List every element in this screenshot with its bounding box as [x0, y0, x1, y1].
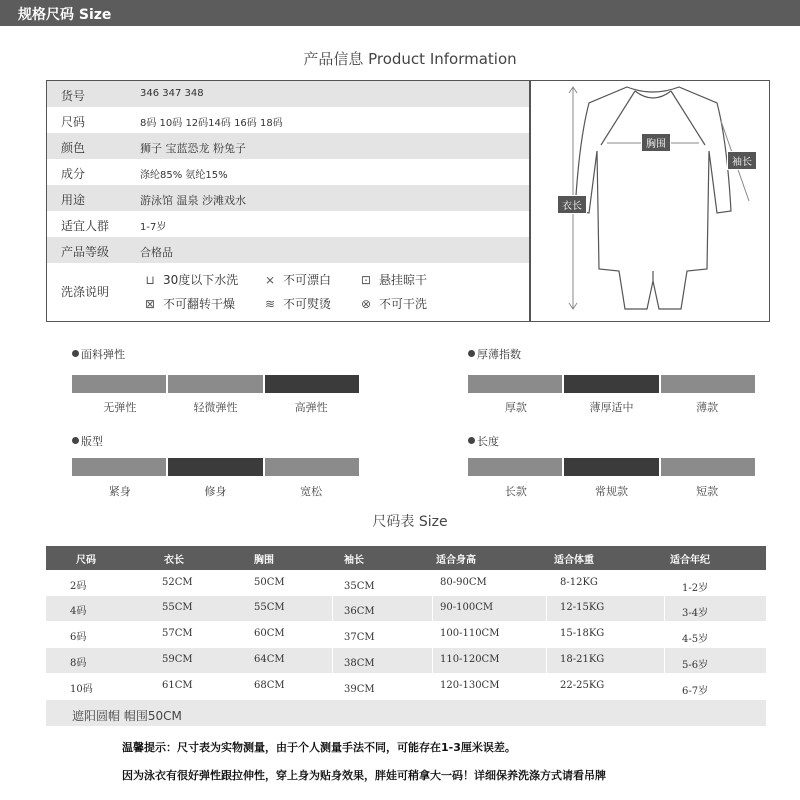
info-row-age-group — [47, 211, 529, 237]
bar-segment-selected — [564, 458, 658, 476]
table-cell: 4码 — [70, 606, 87, 617]
column-header: 适合年纪 — [670, 555, 710, 566]
wash-tub-icon: ⊔ — [145, 273, 155, 287]
table-row — [46, 571, 766, 596]
table-cell: 110-120CM — [440, 654, 500, 665]
care-text: 不可漂白 — [283, 273, 332, 287]
info-row-item-no — [47, 81, 529, 107]
table-cell: 50CM — [254, 577, 285, 588]
bar-segment — [72, 458, 166, 476]
info-label: 产品等级 — [61, 245, 110, 259]
table-cell: 55CM — [162, 602, 193, 613]
table-cell: 3-4岁 — [682, 608, 709, 619]
product-info-table — [46, 80, 530, 322]
property-options — [468, 399, 755, 415]
info-value: 涤纶85% 氨纶15% — [140, 170, 228, 181]
property-options — [72, 483, 359, 499]
property-elasticity — [72, 346, 359, 415]
header-title: 规格尺码 Size — [18, 7, 112, 23]
option-label: 常规款 — [595, 485, 628, 498]
info-label: 颜色 — [61, 141, 86, 155]
care-item — [359, 295, 427, 312]
no-dry-clean-icon: ⊗ — [360, 297, 372, 311]
table-cell: 37CM — [344, 632, 375, 643]
property-title — [72, 433, 359, 449]
option-label: 紧身 — [108, 485, 131, 498]
property-title-text: 版型 — [81, 435, 103, 448]
table-cell: 8-12KG — [560, 577, 598, 588]
care-item — [143, 295, 235, 312]
info-row-sizes — [47, 107, 529, 133]
table-cell: 52CM — [162, 577, 193, 588]
table-cell: 4-5岁 — [682, 634, 709, 645]
option-label: 长款 — [504, 485, 527, 498]
table-cell: 38CM — [344, 658, 375, 669]
care-item — [263, 295, 331, 312]
table-cell: 12-15KG — [560, 602, 605, 613]
garment-diagram — [530, 80, 770, 322]
table-cell: 5-6岁 — [682, 660, 709, 671]
care-text: 不可翻转干燥 — [163, 297, 236, 311]
info-label: 货号 — [61, 89, 86, 103]
info-value: 游泳馆 温泉 沙滩戏水 — [140, 194, 246, 207]
info-value: 8码 10码 12码14码 16码 18码 — [140, 118, 283, 129]
table-cell: 80-90CM — [440, 577, 487, 588]
property-fit — [72, 433, 359, 499]
property-bar — [468, 458, 755, 476]
hat-size: 遮阳圆帽 帽围50CM — [72, 709, 182, 723]
no-tumble-dry-icon: ⊠ — [144, 297, 156, 311]
size-table-title: 尺码表 Size — [372, 514, 448, 530]
info-label: 尺码 — [61, 115, 86, 129]
property-options — [468, 483, 755, 499]
table-cell: 35CM — [344, 581, 375, 592]
info-row-grade — [47, 237, 529, 263]
care-text: 悬挂晾干 — [379, 273, 428, 287]
bar-segment — [468, 375, 562, 393]
bar-segment-selected — [564, 375, 658, 393]
property-bar — [72, 375, 359, 393]
note-measurement: 温馨提示：尺寸表为实物测量，由于个人测量手法不同，可能存在1-3厘米误差。 — [122, 741, 516, 754]
option-label: 薄款 — [696, 401, 719, 414]
option-label: 薄厚适中 — [589, 401, 634, 414]
column-header: 衣长 — [164, 555, 184, 566]
table-cell: 10码 — [70, 684, 93, 695]
column-header: 适合身高 — [436, 555, 476, 566]
sleeve-tag: 袖长 — [727, 151, 757, 170]
property-length — [468, 433, 755, 499]
info-value: 346 347 348 — [140, 88, 204, 99]
care-label: 洗涤说明 — [61, 285, 110, 299]
bar-segment — [265, 458, 359, 476]
care-item — [143, 271, 238, 288]
table-cell: 90-100CM — [440, 602, 494, 613]
table-row — [46, 674, 766, 699]
table-cell: 61CM — [162, 680, 193, 691]
table-cell: 18-21KG — [560, 654, 605, 665]
property-title — [72, 346, 359, 362]
bar-segment — [168, 375, 262, 393]
care-item — [263, 271, 331, 288]
bar-segment — [72, 375, 166, 393]
bullet-icon — [468, 437, 475, 444]
bar-segment — [661, 375, 755, 393]
table-cell: 120-130CM — [440, 680, 500, 691]
table-row — [46, 596, 766, 621]
table-row — [46, 648, 766, 673]
info-value: 狮子 宝蓝恐龙 粉兔子 — [140, 142, 246, 155]
table-cell: 1-2岁 — [682, 583, 709, 594]
table-cell: 55CM — [254, 602, 285, 613]
table-cell: 64CM — [254, 654, 285, 665]
option-label: 无弹性 — [103, 401, 137, 414]
care-item — [359, 271, 427, 288]
bar-segment — [468, 458, 562, 476]
table-cell: 6码 — [70, 632, 87, 643]
table-row — [46, 622, 766, 647]
option-label: 短款 — [696, 485, 719, 498]
bar-segment — [661, 458, 755, 476]
info-value: 合格品 — [140, 246, 173, 259]
option-label: 高弹性 — [294, 401, 328, 414]
table-cell: 57CM — [162, 628, 193, 639]
care-text: 不可干洗 — [379, 297, 428, 311]
column-header: 袖长 — [344, 555, 364, 566]
column-header: 适合体重 — [554, 555, 594, 566]
bar-segment-selected — [168, 458, 262, 476]
info-row-colors — [47, 133, 529, 159]
bullet-icon — [72, 350, 79, 357]
table-cell: 36CM — [344, 606, 375, 617]
length-tag: 衣长 — [557, 195, 587, 214]
product-info-title: 产品信息 Product Information — [303, 50, 517, 68]
property-title — [468, 346, 755, 362]
table-cell: 39CM — [344, 684, 375, 695]
table-cell: 22-25KG — [560, 680, 605, 691]
column-header: 尺码 — [76, 555, 96, 566]
property-bar — [72, 458, 359, 476]
info-row-usage — [47, 185, 529, 211]
option-label: 修身 — [204, 485, 227, 498]
table-cell: 8码 — [70, 658, 87, 669]
table-cell: 59CM — [162, 654, 193, 665]
property-title — [468, 433, 755, 449]
care-text: 不可熨烫 — [283, 297, 332, 311]
bullet-icon — [468, 350, 475, 357]
property-title-text: 面料弹性 — [81, 348, 125, 361]
option-label: 宽松 — [300, 485, 323, 498]
option-label: 轻微弹性 — [193, 401, 238, 414]
table-cell: 60CM — [254, 628, 285, 639]
option-label: 厚款 — [504, 401, 527, 414]
property-title-text: 长度 — [477, 435, 499, 448]
size-table-header — [46, 546, 766, 570]
table-cell: 6-7岁 — [682, 686, 709, 697]
table-cell: 15-18KG — [560, 628, 605, 639]
hang-dry-icon: ⊡ — [360, 273, 372, 287]
note-elasticity: 因为泳衣有很好弹性跟拉伸性，穿上身为贴身效果，胖娃可稍拿大一码！详细保养洗涤方式请看吊牌 — [122, 769, 606, 782]
table-cell: 68CM — [254, 680, 285, 691]
property-thickness — [468, 346, 755, 415]
table-cell: 100-110CM — [440, 628, 500, 639]
info-value: 1-7岁 — [140, 222, 167, 233]
info-label: 用途 — [61, 193, 86, 207]
table-cell: 2码 — [70, 581, 87, 592]
chest-tag: 胸围 — [641, 133, 671, 152]
property-title-text: 厚薄指数 — [477, 348, 521, 361]
header-band — [0, 0, 800, 26]
property-options — [72, 399, 359, 415]
property-bar — [468, 375, 755, 393]
no-iron-icon: ≋ — [264, 297, 276, 311]
info-label: 适宜人群 — [61, 219, 110, 233]
column-header: 胸围 — [254, 555, 274, 566]
info-row-material — [47, 159, 529, 185]
info-label: 成分 — [61, 167, 86, 181]
bar-segment-selected — [265, 375, 359, 393]
bullet-icon — [72, 437, 79, 444]
info-row-care — [47, 263, 529, 321]
care-text: 30度以下水洗 — [163, 273, 239, 287]
no-bleach-icon: ⨯ — [264, 273, 276, 287]
